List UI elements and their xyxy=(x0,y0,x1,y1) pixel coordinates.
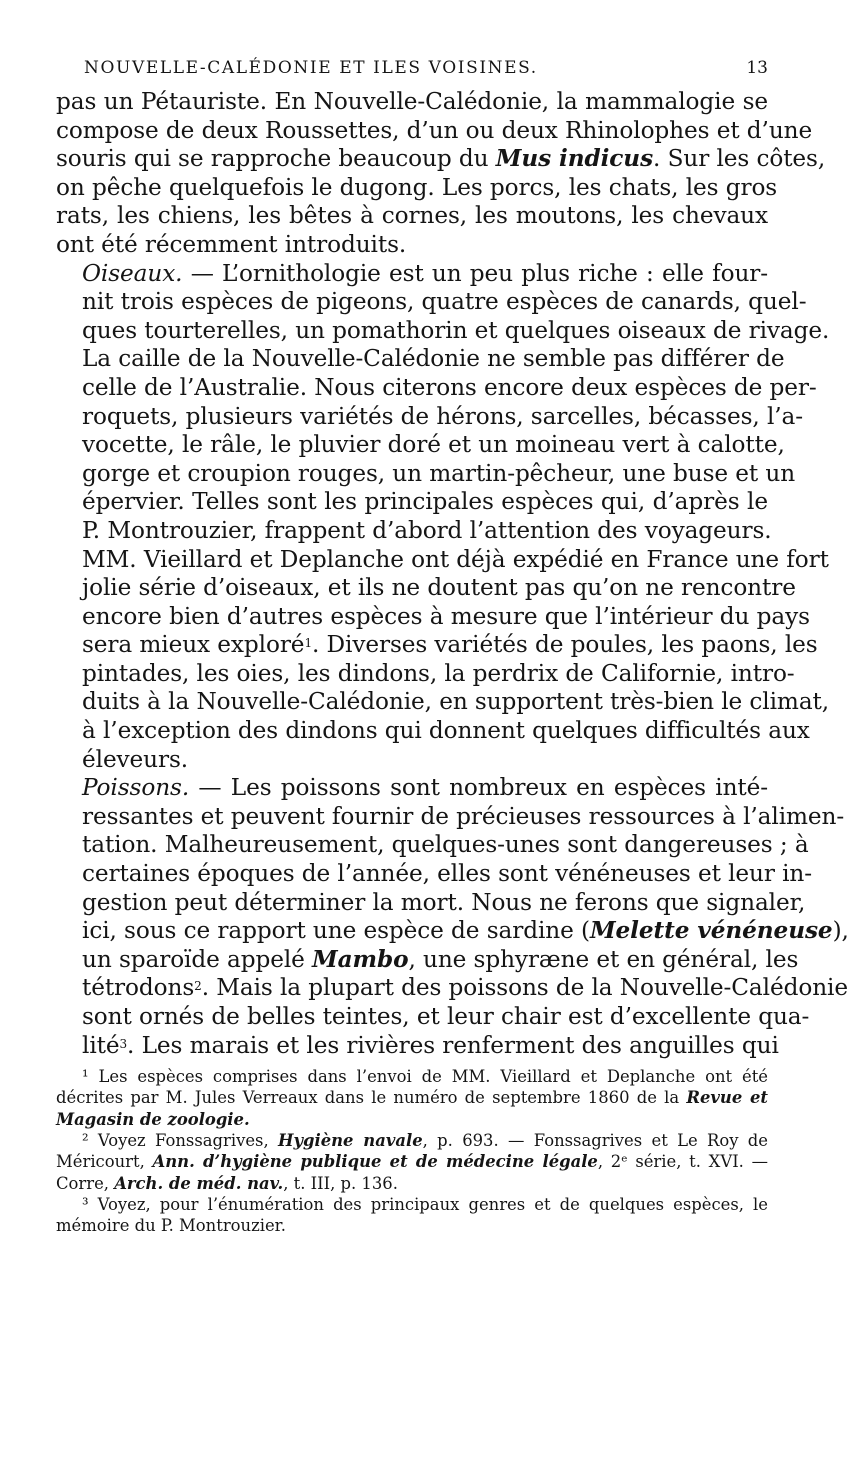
section-heading-birds: Oiseaux. xyxy=(82,259,183,287)
text-line: encore bien d’autres espèces à mesure que l’intérieur du pays xyxy=(82,602,810,630)
text-line: jolie série d’oiseaux, et ils ne doutent pas qu’on ne rencontre xyxy=(82,574,796,602)
text-line: on pêche quelquefois le dugong. Les porcs, les chats, les gros xyxy=(56,173,778,201)
text-line: gestion peut déterminer la mort. Nous ne ferons que signaler, xyxy=(82,888,806,916)
text-line: certaines époques de l’année, elles sont vénéneuses et leur in- xyxy=(82,860,812,888)
footnote-line: mémoire du P. Montrouzier. xyxy=(56,1216,286,1236)
text-line: lité$^3$. Les marais et les rivières renferment des anguilles qui xyxy=(82,1031,779,1059)
page-number: 13 xyxy=(746,58,768,78)
footnotes xyxy=(56,1066,768,1236)
footnote-line: ² Voyez Fonssagrives, Hygiène navale, p. 693. — Fonssagrives et Le Roy de xyxy=(82,1131,769,1151)
text-line: rats, les chiens, les bêtes à cornes, les moutons, les chevaux xyxy=(56,202,768,230)
footnote-ref-3: 3 xyxy=(119,1036,128,1051)
text-line: sont ornés de belles teintes, et leur chair est d’excellente qua- xyxy=(82,1003,810,1030)
footnote-line: Méricourt, Ann. d’hygiène publique et de médecine légale, 2ᵉ série, t. XVI. — xyxy=(56,1152,769,1172)
text-line: vocette, le râle, le pluvier doré et un moineau vert à calotte, xyxy=(82,431,785,459)
species-name: Mus indicus xyxy=(495,145,654,173)
paragraph-birds xyxy=(56,259,830,775)
footnote-line: ³ Voyez, pour l’énumération des principaux genres et de quelques espèces, le xyxy=(82,1194,768,1214)
text-line: pintades, les oies, les dindons, la perdrix de Californie, intro- xyxy=(82,659,795,687)
text-line: à l’exception des dindons qui donnent quelques difficultés aux xyxy=(82,717,810,745)
species-name: Mambo xyxy=(312,945,409,973)
text-line: Oiseaux. — L’ornithologie est un peu plus riche : elle four- xyxy=(82,259,768,287)
text-line: tation. Malheureusement, quelques-unes sont dangereuses ; à xyxy=(82,831,809,859)
footnote-ref-2: 2 xyxy=(194,979,202,994)
page-header xyxy=(84,58,768,78)
species-name: Melette vénéneuse xyxy=(589,917,833,945)
text-line: souris qui se rapproche beaucoup du Mus indicus. Sur les côtes, xyxy=(56,145,826,173)
footnote-line: Magasin de zoologie. xyxy=(56,1109,250,1129)
running-title: NOUVELLE-CALÉDONIE ET ILES VOISINES. xyxy=(84,58,538,78)
text-line: ques tourterelles, un pomathorin et quelques oiseaux de rivage. xyxy=(82,316,830,344)
footnote-1 xyxy=(56,1066,768,1130)
footnote-line: Corre, Arch. de méd. nav., t. III, p. 136. xyxy=(56,1173,398,1193)
text-line: La caille de la Nouvelle-Calédonie ne semble pas différer de xyxy=(82,345,785,373)
section-heading-fish: Poissons. xyxy=(82,774,190,802)
text-line: sera mieux exploré$^1$. Diverses variétés de poules, les paons, les xyxy=(82,631,818,659)
footnote-line: ¹ Les espèces comprises dans l’envoi de MM. Vieillard et Deplanche ont été xyxy=(82,1067,768,1087)
text-line: ont été récemment introduits. xyxy=(56,230,407,258)
journal-title: Ann. d’hygiène publique et de médecine légale xyxy=(152,1152,598,1172)
text-line: nit trois espèces de pigeons, quatre espèces de canards, quel- xyxy=(82,288,807,316)
footnote-2 xyxy=(56,1130,768,1194)
footnote-3 xyxy=(56,1194,768,1237)
footnote-ref-1: 1 xyxy=(304,636,312,651)
book-title: Hygiène navale xyxy=(278,1131,423,1151)
text-line: celle de l’Australie. Nous citerons encore deux espèces de per- xyxy=(82,373,817,401)
text-line: ressantes et peuvent fournir de précieuses ressources à l’alimen- xyxy=(82,802,845,830)
body-text xyxy=(56,88,849,1060)
document-page xyxy=(56,58,849,1237)
text-line: ici, sous ce rapport une espèce de sardine (Melette vénéneuse), xyxy=(82,917,849,945)
text-line: épervier. Telles sont les principales espèces qui, d’après le xyxy=(82,488,768,516)
journal-title: Arch. de méd. nav. xyxy=(114,1173,284,1193)
text-line: roquets, plusieurs variétés de hérons, sarcelles, bécasses, l’a- xyxy=(82,402,803,430)
text-line: gorge et croupion rouges, un martin-pêcheur, une buse et un xyxy=(82,459,796,487)
text-line: pas un Pétauriste. En Nouvelle-Calédonie, la mammalogie se xyxy=(56,88,768,115)
text-line: MM. Vieillard et Deplanche ont déjà expédié en France une fort xyxy=(82,545,829,573)
text-line: tétrodons$^2$. Mais la plupart des poissons de la Nouvelle-Calédonie xyxy=(82,974,848,1002)
paragraph-fish xyxy=(56,774,849,1060)
text-line: Poissons. — Les poissons sont nombreux en espèces inté- xyxy=(82,774,768,802)
paragraph-mammals xyxy=(56,88,826,260)
text-line: éleveurs. xyxy=(82,745,189,773)
text-line: P. Montrouzier, frappent d’abord l’attention des voyageurs. xyxy=(82,516,772,544)
footnote-line: décrites par M. Jules Verreaux dans le numéro de septembre 1860 de la Revue et xyxy=(56,1088,768,1108)
text-line: un sparoïde appelé Mambo, une sphyræne et en général, les xyxy=(82,945,799,973)
text-line: duits à la Nouvelle-Calédonie, en supportent très-bien le climat, xyxy=(82,688,830,716)
text-line: compose de deux Roussettes, d’un ou deux Rhinolophes et d’une xyxy=(56,116,813,144)
journal-title: Revue et xyxy=(686,1088,768,1108)
